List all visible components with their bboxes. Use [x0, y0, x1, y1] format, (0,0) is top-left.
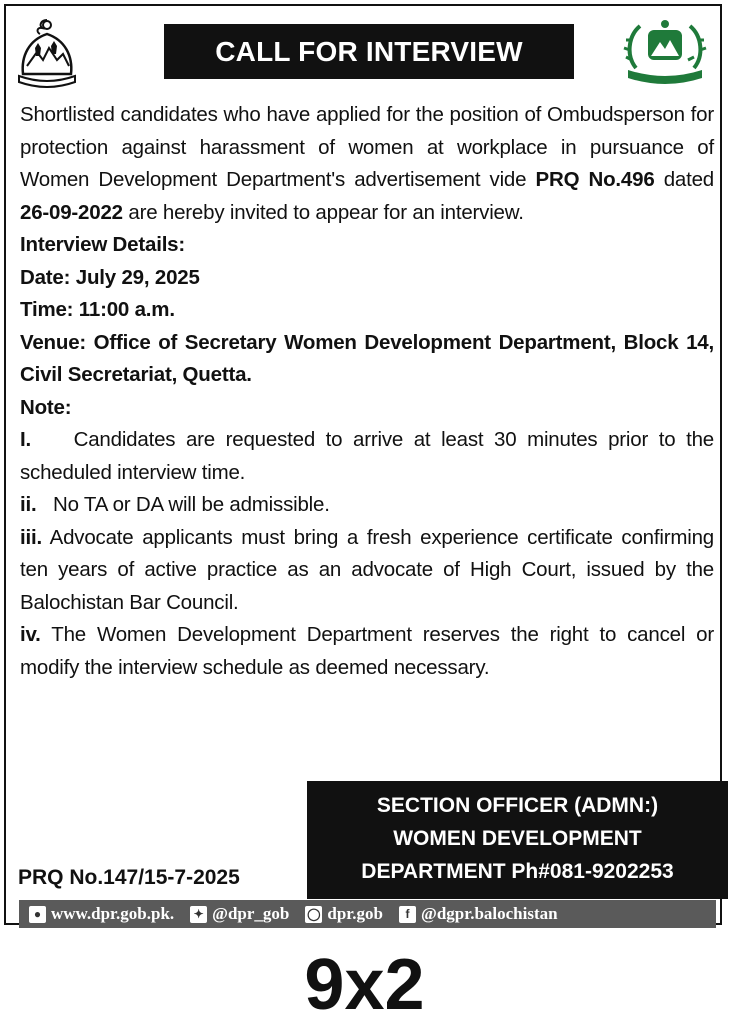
prq-footer-number: PRQ No.147/15-7-2025 — [18, 866, 240, 889]
note-item — [20, 522, 714, 620]
balochistan-emblem-logo — [15, 16, 79, 88]
note-marker: iii. — [20, 525, 42, 549]
social-website — [29, 904, 174, 924]
note-marker: ii. — [20, 493, 37, 516]
signature-department: WOMEN DEVELOPMENT — [393, 827, 642, 850]
intro-text: Shortlisted candidates who have applied for the position of Ombudsperson for protection against harassment of women at workplace in pursuance of Women Development Department's advertisement vide — [20, 103, 714, 191]
social-instagram — [305, 904, 383, 924]
intro-text-end: are hereby invited to appear for an interview. — [122, 200, 524, 224]
website-text: www.dpr.gob.pk. — [51, 904, 175, 923]
advertisement-date: 26-09-2022 — [20, 200, 123, 224]
interview-date: Date: July 29, 2025 — [20, 265, 200, 289]
twitter-icon: ✦ — [190, 906, 207, 923]
note-text: The Women Development Department reserves the right to cancel or modify the interview schedule as deemed necessary. — [20, 623, 714, 679]
note-text: Candidates are requested to arrive at least 30 minutes prior to the scheduled interview time. — [20, 428, 715, 484]
social-media-bar — [19, 900, 716, 928]
interview-time: Time: 11:00 a.m. — [20, 298, 175, 321]
ad-size-label: 9x2 — [304, 945, 425, 1025]
signature-designation: SECTION OFFICER (ADMN:) — [376, 794, 659, 817]
social-twitter — [190, 904, 289, 924]
note-item — [20, 489, 714, 522]
twitter-handle: @dpr_gob — [212, 904, 290, 923]
note-marker: iv. — [20, 623, 41, 646]
dgpr-emblem-logo — [618, 16, 712, 86]
note-item — [20, 424, 714, 489]
interview-venue: Venue: Office of Secretary Women Development Department, Block 14, Civil Secretariat, Quetta. — [20, 330, 714, 386]
advertisement-frame — [4, 4, 722, 925]
note-text: No TA or DA will be admissible. — [53, 493, 330, 516]
note-text: Advocate applicants must bring a fresh experience certificate confirming ten years of active practice as an advocate of High Court, issued by the Balochistan Bar Council. — [20, 525, 714, 614]
facebook-handle: @dgpr.balochistan — [421, 904, 558, 923]
title-banner: CALL FOR INTERVIEW — [164, 24, 574, 79]
prq-reference: PRQ No.496 — [535, 168, 655, 191]
instagram-icon: ◯ — [307, 907, 321, 921]
facebook-icon: f — [399, 906, 416, 923]
instagram-handle: dpr.gob — [327, 904, 383, 923]
note-heading: Note: — [20, 395, 72, 419]
signature-block — [307, 781, 728, 899]
intro-paragraph — [20, 99, 714, 229]
note-marker: I. — [20, 428, 31, 451]
notice-body — [20, 99, 714, 684]
details-heading: Interview Details: — [20, 233, 186, 256]
intro-text-dated: dated — [654, 168, 714, 191]
note-item — [20, 619, 714, 684]
globe-icon: ● — [29, 906, 46, 923]
social-facebook — [399, 904, 558, 924]
signature-phone: DEPARTMENT Ph#081-9202253 — [361, 860, 674, 883]
